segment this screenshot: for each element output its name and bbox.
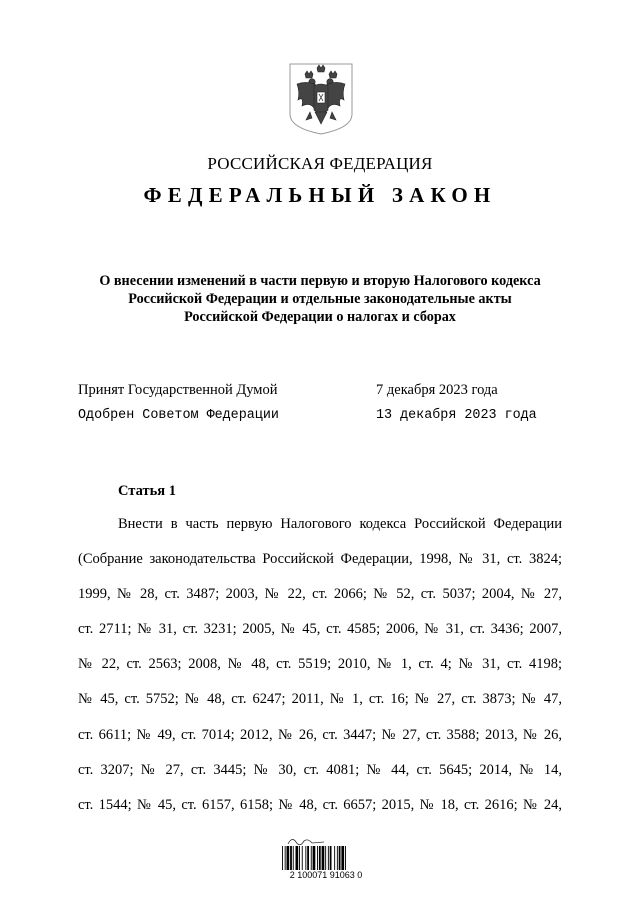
barcode-bar [305, 846, 306, 870]
article-line: (Собрание законодательства Российской Федерации, 1998, № 31, ст. 3824; [78, 551, 562, 568]
barcode-bar [307, 846, 309, 870]
article-body [78, 514, 562, 830]
barcode-bar [293, 846, 294, 870]
barcode-bar [345, 846, 346, 870]
barcode-bar [334, 846, 335, 870]
law-title-line: Российской Федерации о налогах и сборах [184, 309, 456, 325]
law-title [60, 272, 580, 326]
adoption-duma-label: Принят Государственной Думой [78, 382, 278, 398]
article-line: ст. 1544; № 45, ст. 6157, 6158; № 48, ст. 6657; 2015, № 18, ст. 2616; № 24, [78, 796, 562, 813]
adoption-council-label: Одобрен Советом Федерации [78, 408, 279, 423]
barcode-bar [287, 846, 290, 870]
barcode [282, 846, 364, 870]
barcode-number: 2 100071 91063 0 [289, 870, 363, 880]
barcode-bar [282, 846, 283, 870]
article-heading: Статья 1 [118, 483, 176, 499]
barcode-bar [322, 846, 325, 870]
coat-of-arms-icon [288, 62, 354, 136]
barcode-bar [330, 846, 332, 870]
adoption-duma-date: 7 декабря 2023 года [376, 382, 498, 398]
article-line: ст. 2711; № 31, ст. 3231; 2005, № 45, ст. 4585; 2006, № 31, ст. 3436; 2007, [78, 621, 562, 638]
article-line: ст. 3207; № 27, ст. 3445; № 30, ст. 4081; № 44, ст. 5645; 2014, № 14, [78, 761, 562, 778]
barcode-bar [290, 846, 292, 870]
barcode-bar [317, 846, 318, 870]
article-line: 1999, № 28, ст. 3487; 2003, № 22, ст. 2066; № 52, ст. 5037; 2004, № 27, [78, 586, 562, 603]
barcode-bar [328, 846, 329, 870]
law-type-heading: ФЕДЕРАЛЬНЫЙ ЗАКОН [143, 183, 497, 207]
barcode-bar [299, 846, 300, 870]
barcode-bar [285, 846, 286, 870]
barcode-bar [311, 846, 312, 870]
barcode-bar [296, 846, 299, 870]
law-title-line: Российской Федерации и отдельные законодательные акты [128, 291, 512, 307]
article-line: Внести в часть первую Налогового кодекса Российской Федерации [118, 516, 562, 532]
country-name: РОССИЙСКАЯ ФЕДЕРАЦИЯ [207, 154, 433, 173]
barcode-bar [302, 846, 303, 870]
barcode-bar [339, 846, 341, 870]
adoption-council-date: 13 декабря 2023 года [376, 408, 537, 423]
article-line: ст. 6611; № 49, ст. 7014; 2012, № 26, ст. 3447; № 27, ст. 3588; 2013, № 26, [78, 726, 562, 743]
law-title-line: О внесении изменений в части первую и вторую Налогового кодекса [99, 273, 541, 289]
barcode-bar [325, 846, 326, 870]
article-line: № 45, ст. 5752; № 48, ст. 6247; 2011, № 1, ст. 16; № 27, ст. 3873; № 47, [78, 691, 562, 708]
barcode-bar [337, 846, 338, 870]
article-line: № 22, ст. 2563; 2008, № 48, ст. 5519; 2010, № 1, ст. 4; № 31, ст. 4198; [78, 656, 562, 673]
barcode-bar [341, 846, 344, 870]
barcode-bar [313, 846, 316, 870]
barcode-bar [319, 846, 321, 870]
